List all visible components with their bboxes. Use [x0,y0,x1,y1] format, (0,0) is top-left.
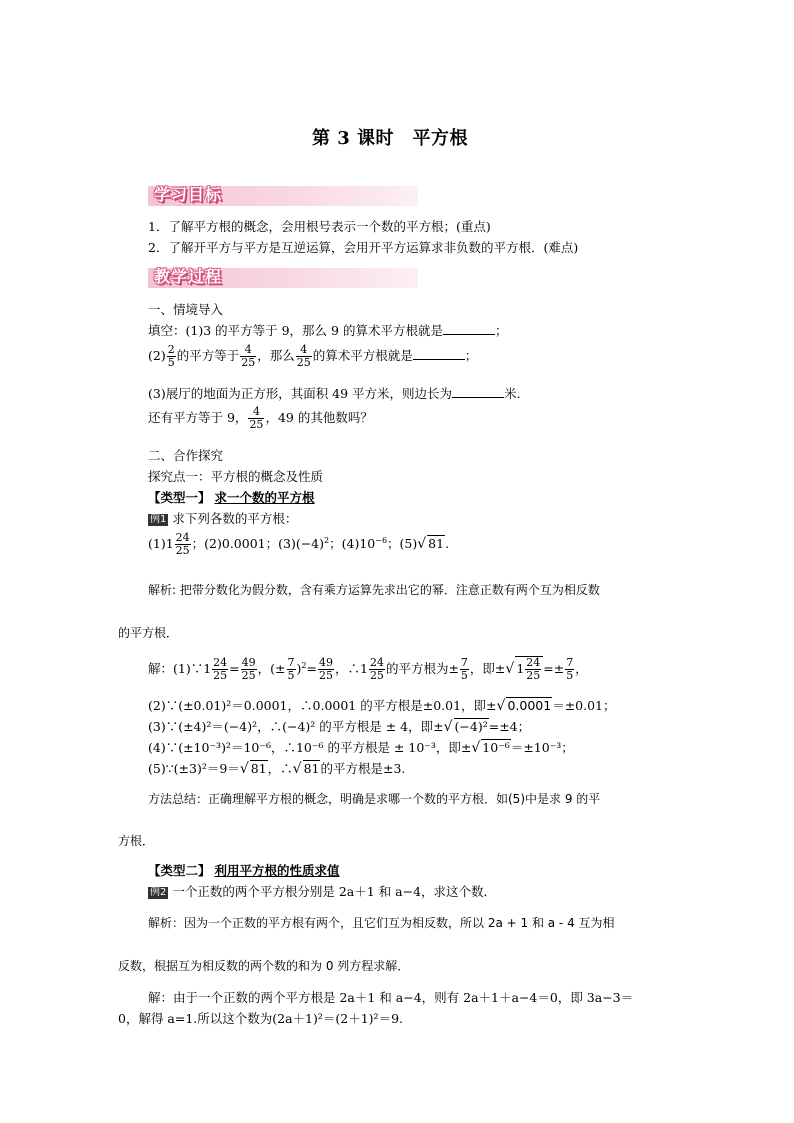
sol3-text: (3)∵(±4)²＝(−4)²，∴(−4)² 的平方根是 ± 4，即± [148,719,444,734]
sol5-end: 的平方根是±3. [320,761,406,776]
type-1-title: 求一个数的平方根 [214,490,315,505]
type-1-heading [148,488,315,506]
frac-numerator: 4 [296,344,312,357]
process-banner [148,268,418,288]
sol1-prefix: 解：(1)∵1 [148,661,212,676]
sol2-end: ＝±0.01； [552,698,616,713]
example-1-text: 求下列各数的平方根： [172,511,298,526]
frac-numerator: 24 [213,656,228,669]
solution-2-line-2: 0，解得 a=1.所以这个数为(2a＋1)²＝(2＋1)²＝9. [118,1011,403,1026]
sol1-text: ，(± [257,661,286,676]
frac-numerator: 24 [369,656,384,669]
solution-1-line-3 [148,717,530,735]
equals: = [229,661,240,676]
process-banner-label: 教学过程 [154,267,223,286]
answer-blank [413,347,465,360]
frac-denominator: 25 [318,669,333,682]
analysis-2-line-1: 解析：因为一个正数的平方根有两个，且它们互为相反数，所以 2a + 1 和 a - 4 互为相 [148,916,615,930]
sol5-text: (5)∵(±3)²＝9＝ [148,761,240,776]
sqrt-radicand: 81 [303,761,320,776]
intro-question-4 [148,406,373,431]
intro-q3-unit: 米． [504,386,530,401]
type-2-label: 【类型二】 [148,863,211,878]
frac-numerator: 7 [287,656,295,669]
fraction-4-25 [296,344,312,369]
intro-question-2: (2) $\frac{2}{5}$ 的平方等于 $\frac{4}{25}$ ，那么 $\frac{4}{25}$ 的算术平方根就是 ； [148,343,478,369]
analysis-2-line-2: 反数，根据互为相反数的两个数的和为 0 列方程求解． [118,959,410,973]
sol1-text: 的平方根为± [385,661,459,676]
intro-q4-text-a: 还有平方等于 9， [148,410,248,425]
fraction-7-5 [565,657,574,682]
sqrt-radicand: 81 [428,536,445,551]
solution-1-line-4 [148,738,574,756]
equals: = [306,661,317,676]
sol1-text: ) [296,661,302,676]
intro-q2-text-b: 的平方等于 [176,348,240,363]
example-2-badge: 例2 [150,886,167,898]
fraction-49-25 [318,657,334,682]
sqrt-icon: √ [443,719,453,735]
frac-numerator: 24 [175,531,190,544]
solution-1-line-5 [148,759,405,777]
sqrt-icon: √ [471,740,481,756]
frac-denominator: 5 [287,669,295,682]
frac-numerator: 49 [241,656,256,669]
fraction-24-25 [212,657,228,682]
frac-denominator: 25 [213,669,228,682]
fraction-7-5 [287,657,296,682]
frac-numerator: 7 [460,656,468,669]
example-2 [148,882,496,900]
frac-numerator: 4 [240,344,256,357]
frac-denominator: 25 [296,356,311,369]
sqrt-radicand: (−4)² [454,719,488,734]
intro-q1-text: 填空：(1)3 的平方等于 9，那么 9 的算术平方根就是 [148,323,443,338]
example-1 [148,509,297,527]
intro-q4-text-b: ，49 的其他数吗？ [265,410,373,425]
analysis-1-line-2: 的平方根． [118,626,179,640]
sol1-text: ，∴1 [334,661,368,676]
type-2-heading [148,861,340,879]
goal-item-2: 2．了解开平方与平方是互逆运算，会用开平方运算求非负数的平方根．(难点) [148,240,579,255]
method-summary-line-2: 方根． [118,834,155,848]
section-explore-heading: 二、合作探究 [148,448,224,463]
sol4-end: ＝±10⁻³； [510,740,574,755]
fraction-4-25 [248,406,264,431]
example-2-text: 一个正数的两个平方根分别是 2a＋1 和 a−4，求这个数． [172,884,497,899]
intro-question-1: 填空：(1)3 的平方等于 9，那么 9 的算术平方根就是 ； [148,323,508,338]
fraction-24-25 [369,657,385,682]
intro-question-3 [148,384,529,402]
frac-denominator: 25 [369,669,384,682]
page-title: 第 3 课时 平方根 [312,128,469,149]
intro-q2-text-c: ，那么 [257,348,295,363]
goal-item-1: 1．了解平方根的概念，会用根号表示一个数的平方根；(重点) [148,219,491,234]
type-1-label: 【类型一】 [148,490,211,505]
sqrt-radicand: 10⁻⁶ [482,740,510,755]
solution-1-line-2 [148,696,616,714]
solution-2-line-1: 解：由于一个正数的两个平方根是 2a＋1 和 a−4，则有 2a＋1＋a−4＝0，即 3a−3＝ [148,990,634,1005]
ex1-item-1: (1)1 [148,536,174,551]
frac-denominator: 25 [526,669,541,682]
answer-blank [443,322,495,335]
sol3-end: =±4； [488,719,531,734]
fraction-2-5 [167,344,176,369]
sqrt-icon: √ [292,761,302,777]
frac-numerator: 2 [167,343,175,356]
sol5-mid: ，∴ [267,761,293,776]
frac-numerator: 49 [318,656,333,669]
sol1-text: =± [543,661,565,676]
frac-denominator: 5 [460,669,468,682]
section-intro-heading: 一、情境导入 [148,302,224,317]
frac-denominator: 25 [175,544,190,557]
fraction-7-5 [460,657,469,682]
solution-1-line-1: 解：(1)∵1 $\frac{24}{25}$ = $\frac{49}{25}$ ，(± $\frac{7}{5}$ )$^2$= $\frac{49}{25}$ ，∴1 $\frac{24}{25}$ 的平方根为± $\frac{7}{5}$ ，即±√ 1 $\frac{24}{25}$ =± $\frac{7}{5}$ ， [148,656,588,682]
frac-numerator: 24 [526,656,541,669]
ex1-item-4: ；(4)10 [329,536,376,551]
sol1-text: ，即± [469,661,506,676]
ex1-item-2-3: ；(2)0.0001；(3)(−4) [191,536,325,551]
frac-numerator: 7 [566,656,574,669]
intro-q2-prefix: (2) [148,348,166,363]
example-1-items: (1)1 $\frac{24}{25}$ ；(2)0.0001；$(3)(-4)^2$；$(4)10^{-6}$；(5)√ 81. [148,531,450,557]
frac-numerator: 4 [248,406,264,419]
fraction-4-25 [240,344,256,369]
sol4-text: (4)∵(±10⁻³)²＝10⁻⁶，∴10⁻⁶ 的平方根是 ± 10⁻³，即± [148,740,472,755]
fraction-49-25 [241,657,257,682]
frac-denominator: 5 [167,356,175,369]
sqrt-icon: √ [505,661,515,677]
analysis-1-line-1: 解析: 把带分数化为假分数，含有乘方运算先求出它的幂．注意正数有两个互为相反数 [148,583,600,597]
frac-denominator: 5 [566,669,574,682]
fraction-24-25 [175,532,191,557]
frac-denominator: 25 [241,356,256,369]
goals-banner [148,186,418,206]
sqrt-icon: √ [239,761,249,777]
sqrt-radicand: 1 $\frac{24}{25}$ [515,656,543,682]
sqrt-icon: √ [417,536,427,552]
intro-q3-text: (3)展厅的地面为正方形，其面积 49 平方米，则边长为 [148,386,453,401]
answer-blank [452,385,504,398]
intro-q2-text-d: 的算术平方根就是 [312,348,413,363]
example-1-badge: 例1 [150,513,167,525]
sqrt-radicand: 0.0001 [507,698,552,713]
method-summary-line-1: 方法总结：正确理解平方根的概念，明确是求哪一个数的平方根．如(5)中是求 9 的平 [148,792,601,806]
goals-banner-label: 学习目标 [154,185,223,204]
explore-point-1: 探究点一：平方根的概念及性质 [148,469,324,484]
frac-denominator: 25 [241,669,256,682]
frac-denominator: 25 [249,418,264,431]
sqrt-radicand: 81 [250,761,267,776]
sqrt-icon: √ [496,698,506,714]
fraction-24-25 [525,657,541,682]
sol2-text: (2)∵(±0.01)²＝0.0001，∴0.0001 的平方根是±0.01，即± [148,698,497,713]
type-2-title: 利用平方根的性质求值 [214,863,340,878]
ex1-item-5: ；(5) [387,536,418,551]
